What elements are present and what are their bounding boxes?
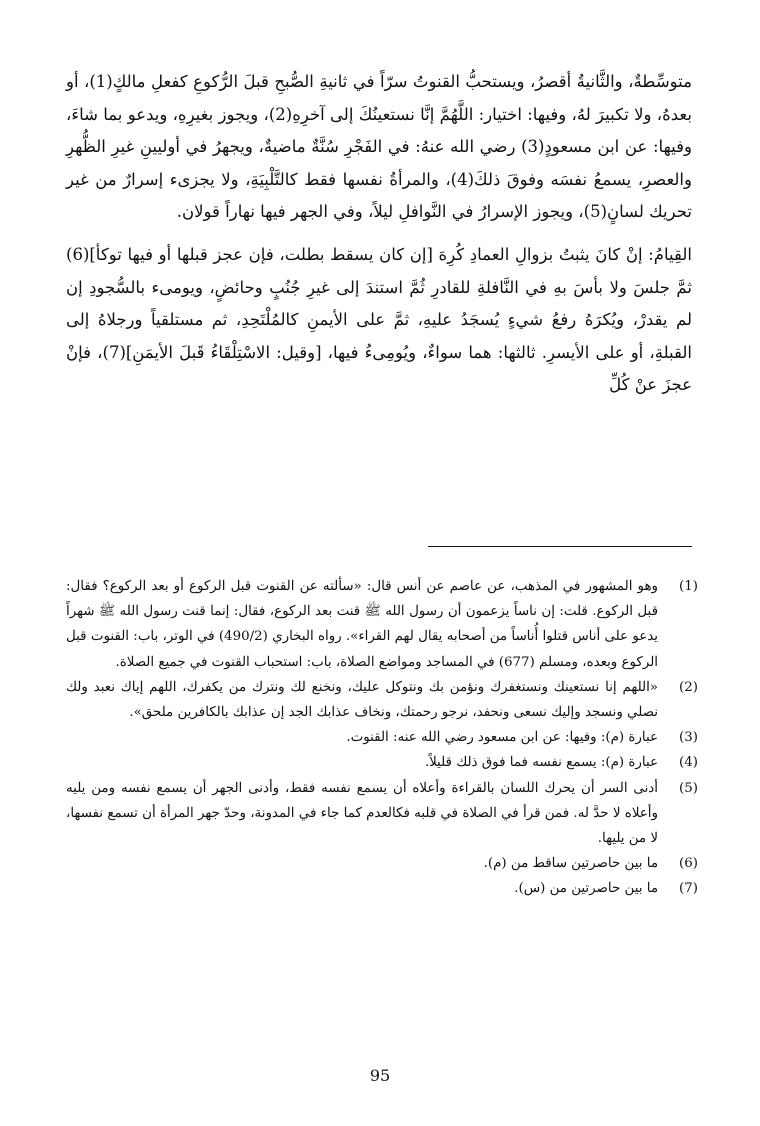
- footnote-number: (2): [679, 679, 698, 695]
- page-number: 95: [369, 1066, 391, 1085]
- footnote-number: (7): [679, 881, 698, 897]
- footnote-text: ما بين حاصرتين ساقط من (م).: [483, 856, 658, 872]
- footnote-number: (1): [679, 579, 698, 594]
- footnote-separator: [428, 546, 692, 547]
- footnote: [66, 750, 698, 775]
- paragraph-standing: القِيامُ: إنْ كانَ يثبتُ بزوالِ العمادِ كُرِهَ [إن كان يسقط بطلت، فإن عجز قبلها أو فيها توكأ](6) ثمَّ جلسَ ولا بأسَ بهِ في النَّافلةِ للقادرِ ثُمَّ استندَ إلى غيرِ جُنُبٍ وحائضٍ، ويومىء بالسُّجودِ إن لم يقدرْ، ويُكرَهُ رفعُ شيءٍ يُسجَدُ عليهِ، ثمَّ على الأيمنِ كالمُلْتَحِدِ، ثم مستلقياً ورجلاهُ إلى القبلةِ، أو على الأيسرِ. ثالثها: هما سواءٌ، ويُومِىءُ فيها، [وقيل: الاسْتِلْقَاءُ قَبلَ الأيمَنِ](7)، فإنْ عجزَ عنْ كُلِّ: [66, 244, 692, 395]
- footnote-text: عبارة (م): يسمع نفسه فما فوق ذلك قليلاً.: [424, 755, 658, 771]
- footnote-number: (5): [679, 780, 698, 796]
- footnote: [66, 574, 698, 675]
- footnote: [66, 876, 698, 901]
- footnote-text: ما بين حاصرتين من (س).: [514, 881, 658, 897]
- footnote-number: (6): [679, 856, 698, 872]
- footnote-number: (4): [679, 755, 698, 771]
- footnote-text: أدنى السر أن يحرك اللسان بالقراءة وأعلاه أن يسمع نفسه فقط، وأدنى الجهر أن يسمع نفسه ومن يليه وأعلاه لا حدَّ له. فمن قرأ في الصلاة في قلبه فكالعدم كما جاء في المدونة، وحدّ جهر المرأة أن تسمع نفسها، لا من يليها.: [66, 780, 658, 847]
- footnote-text: وهو المشهور في المذهب، عن عاصم عن أنس قال: «سألته عن القنوت قبل الركوع أو بعد الركوع؟ فقال: قبل الركوع. قلت: إن ناساً يزعمون أن رسول الله ﷺ قنت بعد الركوع، فقال: إنما قنت رسول الله ﷺ شهراً يدعو على أناس قتلوا أُناساً من أصحابه يقال لهم القراء». رواه البخاري (490/2) في الوتر، باب: القنوت قبل الركوع وبعده، ومسلم (677) في المساجد ومواضع الصلاة، باب: استحباب القنوت في جميع الصلاة.: [66, 579, 658, 670]
- footnotes: [66, 574, 698, 902]
- main-text: [66, 66, 692, 402]
- footnote: [66, 851, 698, 876]
- footnote: [66, 725, 698, 750]
- footnote-text: «اللهم إنا نستعينك ونستغفرك ونؤمن بك ونتوكل عليك، ونخنع لك ونترك من يكفرك، اللهم إياك نعبد ولك نصلي ونسجد وإليك نسعى ونحفد، نرجو رحمتك، ونخاف عذابك الجد إن عذابك بالكافرين ملحق».: [66, 679, 658, 721]
- paragraph-recitation: متوسِّطةٌ، والثَّانيةُ أقصرُ، ويستحبُّ القنوتُ سرّاً في ثانيةِ الصُّبحِ قبلَ الرُّكوعِ كفعلِ مالكٍ(1)، أو بعدهُ، ولا تكبيرَ لهُ، وفيها: اختيار: اللَّهُمَّ إنَّا نستعينُكَ إلى آخرِهِ(2)، ويجوز بغيرِهِ، ويدعو بما شاءَ، وفيها: عن ابن مسعودٍ(3) رضي الله عنهُ: في الفَجْرِ سُنَّةٌ ماضيةٌ، ويجهرُ في أوليينِ غيرِ الظُّهرِ والعصرِ، يسمعُ نفسَه وفوقَ ذلكَ(4)، والمرأةُ نفسها فقط كالتَّلْبِيَةِ، ولا يجزىء إسرارٌ من غير تحريك لسانٍ(5)، ويجوز الإسرارُ في النَّوافلِ ليلاً، وفي الجهر فيها نهاراً قولان.: [66, 72, 692, 222]
- footnote: [66, 776, 698, 852]
- footnote: [66, 675, 698, 725]
- footnote-number: (3): [679, 730, 698, 746]
- footnote-text: عبارة (م): وفيها: عن ابن مسعود رضي الله عنه: القنوت.: [346, 730, 658, 746]
